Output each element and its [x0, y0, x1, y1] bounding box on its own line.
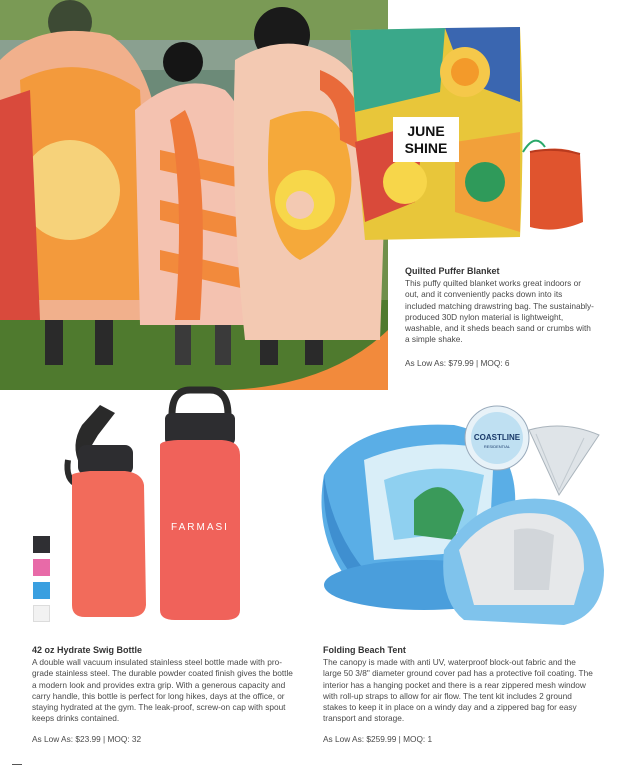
tent-description: The canopy is made with anti UV, waterproof block-out fabric and the large 50 3/8" diameter ground cover pad has a protective foil coating. The interior has a hanging pocket and there is a rear zippered mesh window with roll-up straps to allow for air flow. The tent kit includes 2 ground stakes to keep it in place on a windy day and a zippered bag for easy transport and storage.: [323, 657, 593, 724]
blanket-logo-line1: JUNE: [407, 123, 445, 139]
blanket-product-block: [405, 266, 595, 368]
blanket-description: This puffy quilted blanket works great indoors or out, and it conveniently packs down into its included matching drawstring bag. The sustainably-produced 30D nylon material is lightweight, washable, and it sheds beach sand or crumbs with a simple shake.: [405, 278, 594, 345]
swatch-blue[interactable]: [33, 582, 50, 599]
bottle-title: 42 oz Hydrate Swig Bottle: [32, 645, 143, 655]
tent-image: [314, 400, 610, 635]
bottle-price: As Low As: $23.99 | MOQ: 32: [32, 733, 142, 744]
bottle-product-block: [32, 645, 294, 744]
bottle-image: [60, 385, 245, 625]
bottle-brand: FARMASI: [171, 522, 229, 533]
swatch-black[interactable]: [33, 536, 50, 553]
tent-bag-logo-line2: RESIDENTIAL: [483, 444, 511, 449]
swatch-white[interactable]: [33, 605, 50, 622]
tent-product-block: [323, 645, 593, 744]
tent-bag-logo-line1: COASTLINE: [473, 433, 521, 442]
tent-title: Folding Beach Tent: [323, 645, 406, 655]
blanket-title: Quilted Puffer Blanket: [405, 266, 500, 276]
blanket-price: As Low As: $79.99 | MOQ: 6: [405, 357, 510, 368]
tent-price: As Low As: $259.99 | MOQ: 1: [323, 733, 433, 744]
blanket-logo-line2: SHINE: [404, 140, 448, 156]
hero-photo: [0, 0, 388, 390]
bottle-description: A double wall vacuum insulated stainless steel bottle made with pro-grade stainless steel. The durable powder coated finish gives the bottle a modern look and provides extra grip. With a generous capacity and carry handle, this bottle is perfect for long hikes, days at the office, or staying hydrated at the gym. The leak-proof, screw-on cap with spout keeps drinks contained.: [32, 657, 293, 724]
page-mark: [12, 764, 22, 765]
swatch-pink[interactable]: [33, 559, 50, 576]
blanket-image: [345, 22, 595, 247]
